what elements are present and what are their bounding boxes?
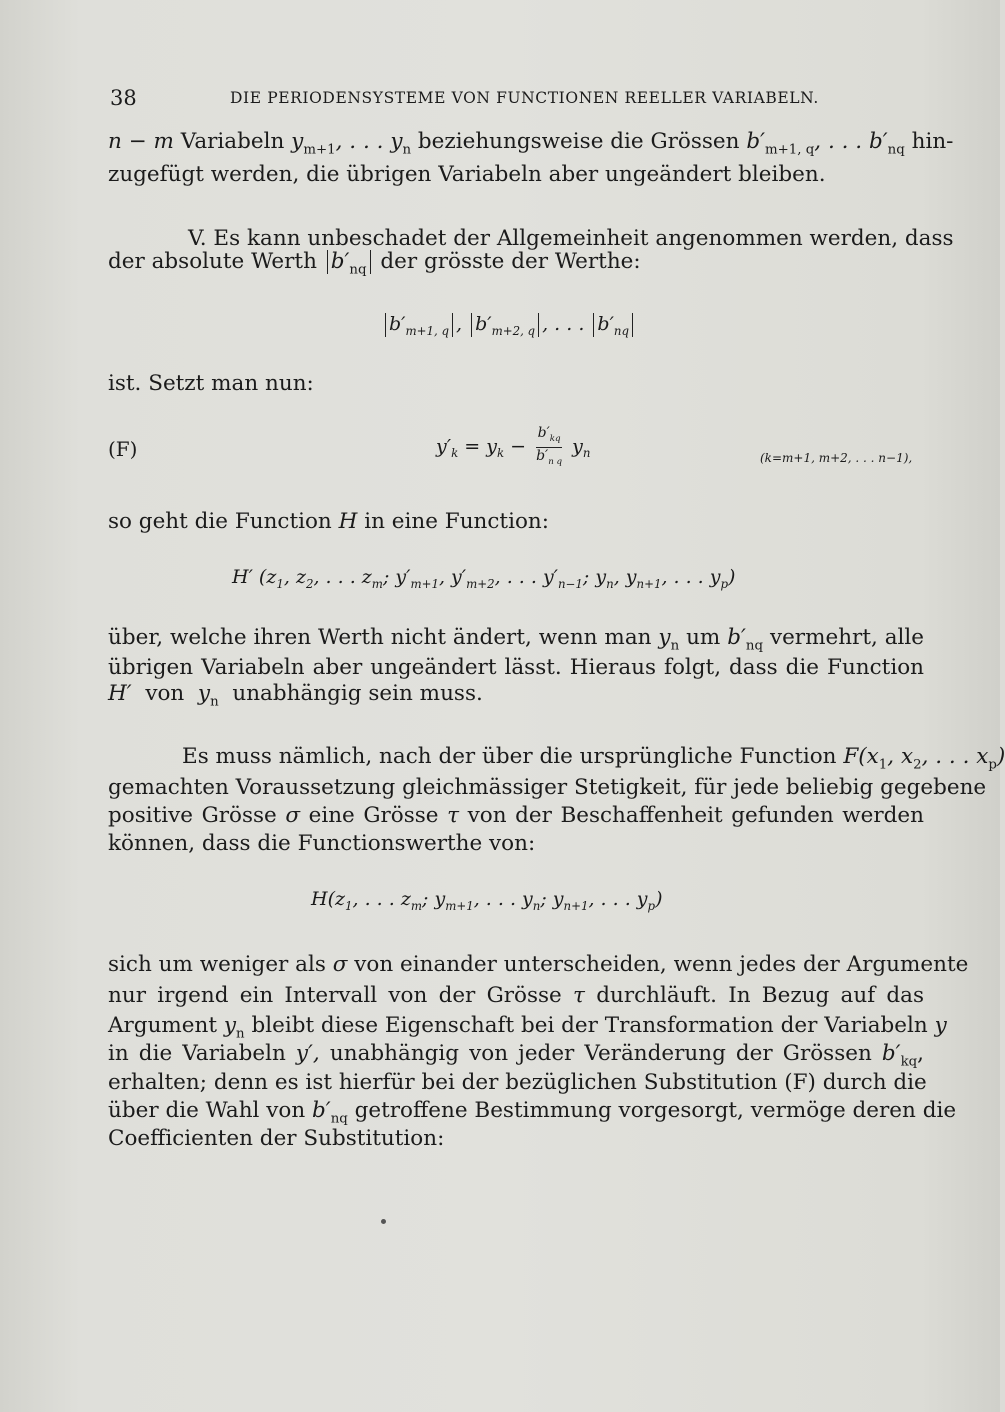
text-line: erhalten; denn es ist hierfür bei der bezüglichen Substitution (F) durch die (108, 1070, 927, 1095)
text-line: Argument $y_n$ bleibt diese Eigenschaft bei der Transformation der Variabeln y (108, 1013, 947, 1042)
h-formula: $H(z_1$, . . . $z_m$; $y_{m+1}$, . . . $y_n$; $y_{n+1}$, . . . $y_p$) (311, 888, 663, 913)
text-line: nur irgend ein Intervall von der Grösse τ durchläuft. In Bezug auf das (108, 983, 925, 1008)
text-line: V. Es kann unbeschadet der Allgemeinheit angenommen werden, dass (188, 226, 954, 251)
text-line: Es muss nämlich, nach der über die ursprüngliche Function $F(x_1$, $x_2$, . . . $x_p$) (182, 744, 1005, 773)
text-line: in die Variabeln y′, unabhängig von jeder Veränderung der Grössen $b'_{kq}$, (108, 1041, 925, 1070)
absolute-values-formula: $b'_{m+1, q}$ , $b'_{m+2, q}$ , . . . $b'_{nq}$ (382, 313, 636, 338)
equation-label: (F) (108, 437, 138, 461)
text-fragment: beziehungsweise die Grössen (417, 129, 740, 154)
fraction: $\frac{b'_{kq}}{b'_{n q}}$ (536, 425, 562, 470)
paper-speck (381, 1219, 386, 1224)
text-line: gemachten Voraussetzung gleichmässiger Stetigkeit, für jede beliebig gegebene (108, 775, 987, 800)
text-line: über die Wahl von $b'_{nq}$ getroffene Bestimmung vorgesorgt, vermöge deren die (108, 1098, 957, 1127)
index-condition: (k=m+1, m+2, . . . n−1), (760, 451, 913, 465)
text-fragment: hin- (911, 129, 954, 154)
text-line (108, 128, 954, 164)
text-line: ist. Setzt man nun: (108, 371, 314, 396)
text-line: über, welche ihren Werth nicht ändert, wenn man $y_n$ um $b'_{nq}$ vermehrt, alle (108, 625, 924, 654)
text-line: können, dass die Functionswerthe von: (108, 831, 536, 856)
text-line: so geht die Function H in eine Function: (108, 509, 549, 534)
running-title: DIE PERIODENSYSTEME VON FUNCTIONEN REELLER VARIABELN. (230, 89, 819, 107)
text-line: übrigen Variabeln aber ungeändert lässt. Hieraus folgt, dass die Function (108, 655, 924, 680)
text-line: Coefficienten der Substitution: (108, 1126, 445, 1151)
text-line: sich um weniger als σ von einander unterscheiden, wenn jedes der Argumente (108, 952, 969, 977)
page-number: 38 (110, 86, 137, 110)
math-expression: $y_{m+1}$, . . . $y_n$ (291, 129, 412, 158)
text-line: positive Grösse σ eine Grösse τ von der Beschaffenheit gefunden werden (108, 803, 924, 828)
text-line: der absolute Werth $b'_{nq}$ der grösste der Werthe: (108, 249, 641, 278)
text-fragment: Variabeln (180, 129, 285, 154)
text-line: zugefügt werden, die übrigen Variabeln aber ungeändert bleiben. (108, 162, 826, 187)
page-header (110, 86, 910, 116)
math-expression: n − m (108, 129, 174, 154)
h-prime-formula: H′ ($z_1$, $z_2$, . . . $z_m$; $y'_{m+1}$, $y'_{m+2}$, . . . $y'_{n-1}$; $y_n$, $y_{n+1}$, . . . $y_p$) (232, 566, 736, 591)
substitution-formula: $y'_k = y_k$ − $\frac{b'_{kq}}{b'_{n q}}$ $y_n$ (436, 425, 590, 470)
text-line: H′ von $y_n$ unabhängig sein muss. (108, 681, 483, 710)
math-expression: $b'_{m+1, q}$, . . . $b'_{nq}$ (746, 129, 905, 158)
